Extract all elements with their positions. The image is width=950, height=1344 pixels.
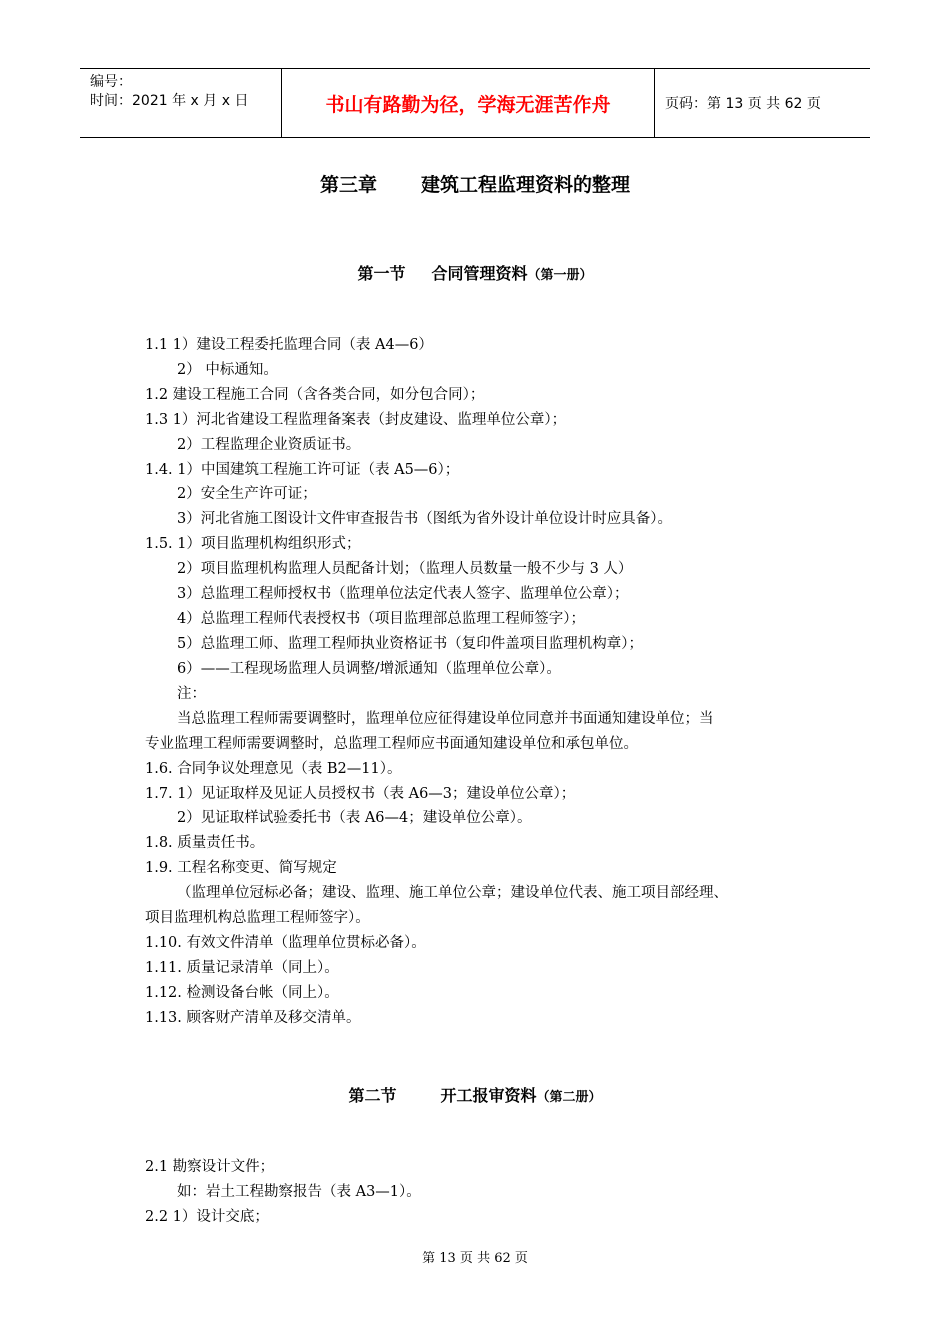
list-item: 1.9. 工程名称变更、简写规定 (145, 860, 337, 876)
list-item: 2.2 1）设计交底； (145, 1209, 269, 1225)
note-text: 专业监理工程师需要调整时，总监理工程师应书面通知建设单位和承包单位。 (145, 736, 638, 752)
list-item: 1.4. 1）中国建筑工程施工许可证（表 A5—6）； (145, 462, 460, 478)
list-item: 3）河北省施工图设计文件审查报告书（图纸为省外设计单位设计时应具备）。 (177, 511, 672, 527)
chapter-number: 第三章 (319, 174, 377, 196)
header-motto: 书山有路勤为径，学海无涯苦作舟 (325, 93, 611, 116)
list-item: 1.2 建设工程施工合同（含各类合同，如分包合同）； (145, 387, 485, 403)
section-heading (0, 261, 950, 284)
list-item: 2）工程监理企业资质证书。 (177, 437, 361, 453)
note-label: 注： (177, 686, 206, 702)
list-item: 4）总监理工程师代表授权书（项目监理部总监理工程师签字）； (177, 611, 585, 627)
section-number: 第二节 (348, 1086, 397, 1105)
time-label: 时间：2021 年 x 月 x 日 (90, 93, 249, 109)
list-item: 2） 中标通知。 (177, 362, 278, 378)
list-item: 5）总监理工师、监理工程师执业资格证书（复印件盖项目监理机构章）； (177, 636, 643, 652)
list-item: 1.11. 质量记录清单（同上）。 (145, 960, 339, 976)
list-item: 1.6. 合同争议处理意见（表 B2—11）。 (145, 761, 402, 777)
chapter-title: 建筑工程监理资料的整理 (421, 174, 631, 196)
list-item: 1.5. 1）项目监理机构组织形式； (145, 536, 361, 552)
list-item: 如：岩土工程勘察报告（表 A3—1）。 (177, 1184, 421, 1200)
page-footer: 第 13 页 共 62 页 (422, 1251, 528, 1266)
list-item: （监理单位冠标必备；建设、监理、施工单位公章；建设单位代表、施工项目部经理、 (177, 885, 728, 901)
list-item: 2.1 勘察设计文件； (145, 1159, 275, 1175)
list-item: 1.12. 检测设备台帐（同上）。 (145, 985, 339, 1001)
section-heading (0, 1083, 950, 1106)
chapter-heading (0, 170, 950, 197)
list-item: 2）安全生产许可证； (177, 486, 317, 502)
section-title: 开工报审资料 (440, 1086, 537, 1105)
header-meta (90, 73, 280, 111)
list-item: 2）项目监理机构监理人员配备计划；（监理人员数量一般不少与 3 人） (177, 561, 633, 577)
list-item: 1.1 1）建设工程委托监理合同（表 A4—6） (145, 337, 433, 353)
page-header (80, 68, 870, 138)
number-label: 编号： (90, 74, 132, 90)
list-item: 3）总监理工程师授权书（监理单位法定代表人签字、监理单位公章）； (177, 586, 629, 602)
list-item: 1.13. 顾客财产清单及移交清单。 (145, 1010, 361, 1026)
section-number: 第一节 (357, 264, 406, 283)
header-divider (654, 69, 655, 137)
section-subtitle: （第二册） (536, 1090, 602, 1105)
list-item: 2）见证取样试验委托书（表 A6—4；建设单位公章）。 (177, 810, 532, 826)
list-item: 6）——工程现场监理人员调整/增派通知（监理单位公章）。 (177, 661, 561, 677)
list-item: 1.8. 质量责任书。 (145, 835, 265, 851)
section-subtitle: （第一册） (527, 268, 593, 283)
note-text: 当总监理工程师需要调整时，监理单位应征得建设单位同意并书面通知建设单位；当 (177, 711, 714, 727)
list-item: 1.10. 有效文件清单（监理单位贯标必备）。 (145, 935, 426, 951)
list-item: 项目监理机构总监理工程师签字）。 (145, 910, 370, 926)
section-title: 合同管理资料 (431, 264, 528, 283)
header-page-info: 页码：第 13 页 共 62 页 (665, 96, 821, 112)
list-item: 1.7. 1）见证取样及见证人员授权书（表 A6—3；建设单位公章）； (145, 786, 576, 802)
list-item: 1.3 1）河北省建设工程监理备案表（封皮建设、监理单位公章）； (145, 412, 567, 428)
